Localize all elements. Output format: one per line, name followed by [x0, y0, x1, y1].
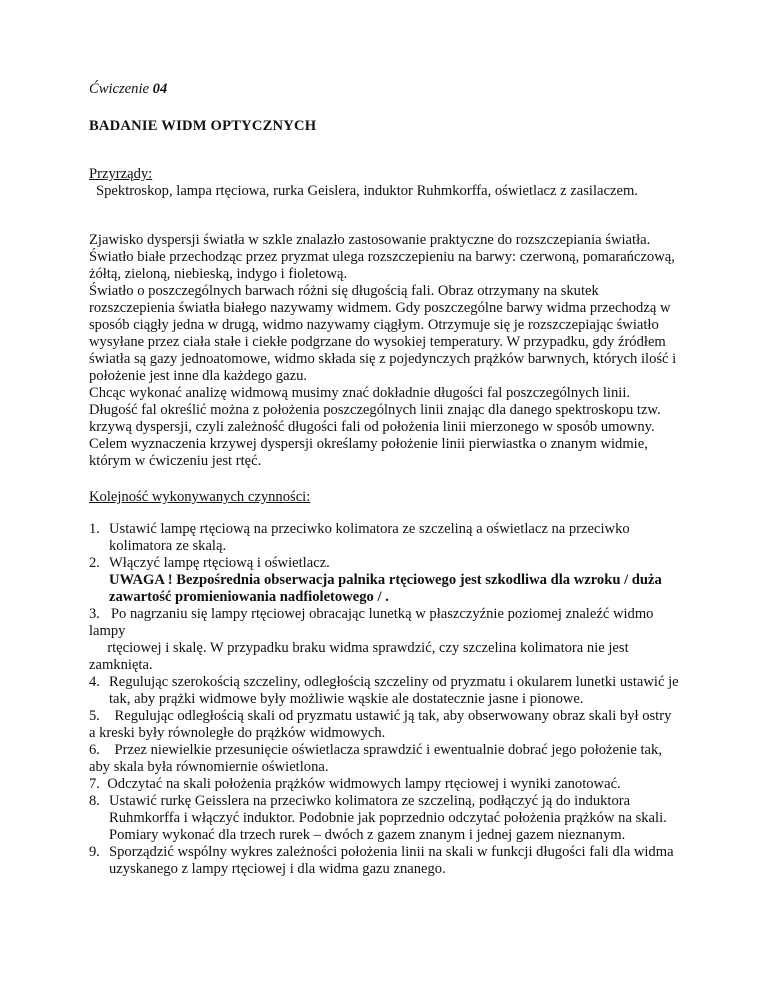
document-title: BADANIE WIDM OPTYCZNYCH: [89, 118, 317, 134]
procedure-step-6: 6. Przez niewielkie przesunięcie oświetlacza sprawdzić i ewentualnie dobrać jego położenie tak, aby skala była równomiernie oświetlona.: [89, 742, 662, 775]
equipment-heading: Przyrządy:: [89, 166, 153, 182]
intro-paragraph: Zjawisko dyspersji światła w szkle znalazło zastosowanie praktyczne do rozszczepiania światła. Światło białe przechodząc przez pryzmat ulega rozszczepieniu na barwy: czerwoną, pomarańczową, żółtą, zieloną, niebieską, indygo i fioletową.: [89, 232, 675, 282]
procedure-step-5: 5. Regulując odległością skali od pryzmatu ustawić ją tak, aby obserwowany obraz skali był ostry a kreski były równoległe do prążków widmowych.: [89, 708, 672, 741]
exercise-number: 04: [152, 81, 168, 97]
procedure-step-1: 1. Ustawić lampę rtęciową na przeciwko kolimatora ze szczeliną a oświetlacz na przeciwko kolimatora ze skalą.: [89, 521, 630, 554]
equipment-list: Spektroskop, lampa rtęciowa, rurka Geislera, induktor Ruhmkorffa, oświetlacz z zasilaczem.: [96, 183, 638, 199]
warning-text: UWAGA ! Bezpośrednia obserwacja palnika rtęciowego jest szkodliwa dla wzroku / duża zawartość promieniowania nadfioletowego / .: [109, 572, 662, 605]
intro-paragraph: Światło o poszczególnych barwach różni się długością fali. Obraz otrzymany na skutek rozszczepienia światła białego nazywamy widmem. Gdy poszczególne barwy widma przechodzą w sposób ciągły jedna w drugą, widmo nazywamy ciągłym. Otrzymuje się je rozszczepiając światło wysyłane przez ciała stałe i ciekłe podgrzane do wysokiej temperatury. W przypadku, gdy źródłem światła są gazy jednoatomowe, widmo składa się z pojedynczych prążków barwnych, których ilość i położenie jest inne dla każdego gazu.: [89, 283, 677, 384]
procedure-step-3: 3. Po nagrzaniu się lampy rtęciowej obracając lunetką w płaszczyźnie poziomej znaleźć widmo lampy rtęciowej i skalę. W przypadku braku widma sprawdzić, czy szczelina kolimatora nie jest zamknięta.: [89, 606, 654, 673]
intro-paragraph: Celem wyznaczenia krzywej dyspersji określamy położenie linii pierwiastka o znanym widmie, którym w ćwiczeniu jest rtęć.: [89, 436, 648, 469]
procedure-step-9: 9. Sporządzić wspólny wykres zależności położenia linii na skali w funkcji długości fali dla widma uzyskanego z lampy rtęciowej i dla widma gazu znanego.: [89, 844, 674, 877]
procedure-step-4: 4. Regulując szerokością szczeliny, odległością szczeliny od pryzmatu i okularem lunetki ustawić je tak, aby prążki widmowe były możliwie wąskie ale dostatecznie jasne i pionowe.: [89, 674, 679, 707]
exercise-label: Ćwiczenie: [89, 81, 149, 97]
procedure-list: [89, 521, 681, 878]
intro-section: [89, 232, 681, 470]
exercise-heading: [89, 81, 689, 98]
procedure-step-2: 2. Włączyć lampę rtęciową i oświetlacz. UWAGA ! Bezpośrednia obserwacja palnika rtęciowego jest szkodliwa dla wzroku / duża zawartość promieniowania nadfioletowego / .: [89, 555, 681, 606]
procedure-step-8: 8. Ustawić rurkę Geisslera na przeciwko kolimatora ze szczeliną, podłączyć ją do induktora Ruhmkorffa i włączyć induktor. Podobnie jak poprzednio odczytać położenia prążków na skali. Pomiary wykonać dla trzech rurek – dwóch z gazem znanym i jednej gazem nieznanym.: [89, 793, 667, 843]
procedure-heading: Kolejność wykonywanych czynności:: [89, 489, 311, 505]
procedure-step-7: 7. Odczytać na skali położenia prążków widmowych lampy rtęciowej i wyniki zanotować.: [89, 776, 621, 792]
intro-paragraph: Chcąc wykonać analizę widmową musimy znać dokładnie długości fal poszczególnych linii. Długość fal określić można z położenia poszczególnych linii znając dla danego spektroskopu tzw. krzywą dyspersji, czyli zależność długości fali od położenia linii mierzonego w sposób umowny.: [89, 385, 661, 435]
